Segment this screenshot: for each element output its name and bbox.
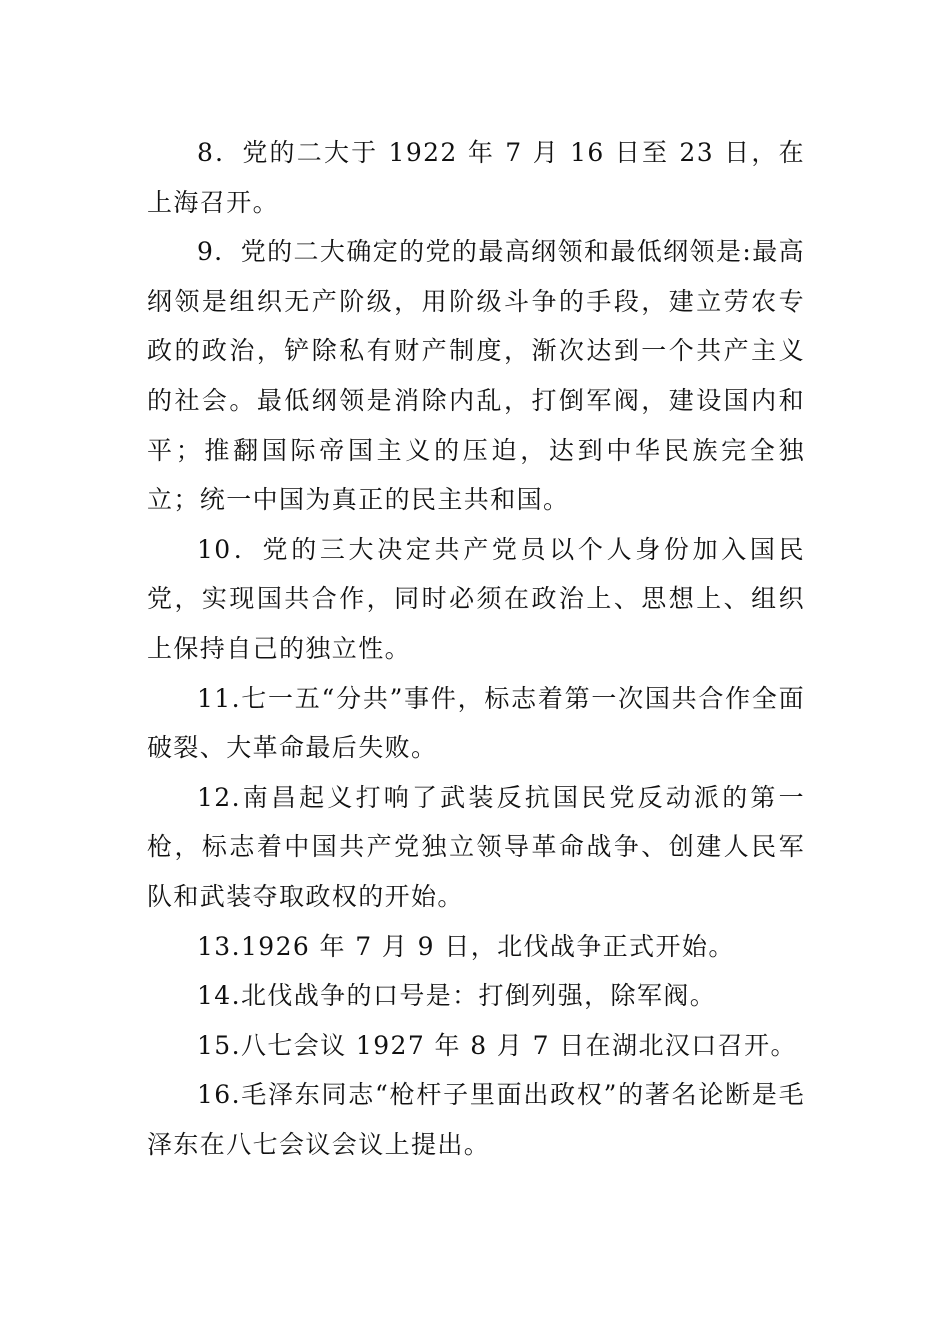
paragraph-item-12: 12.南昌起义打响了武装反抗国民党反动派的第一枪，标志着中国共产党独立领导革命战争、创建人民军队和武装夺取政权的开始。 xyxy=(147,782,805,911)
paragraph-item-13: 13.1926 年 7 月 9 日，北伐战争正式开始。 xyxy=(197,931,735,961)
paragraph-item-8: 8．党的二大于 1922 年 7 月 16 日至 23 日，在上海召开。 xyxy=(147,138,805,217)
paragraph-item-16: 16.毛泽东同志“枪杆子里面出政权”的著名论断是毛泽东在八七会议会议上提出。 xyxy=(147,1080,805,1159)
paragraph-item-14: 14.北伐战争的口号是：打倒列强，除军阀。 xyxy=(197,981,717,1011)
paragraph-item-15: 15.八七会议 1927 年 8 月 7 日在湖北汉口召开。 xyxy=(197,1030,797,1060)
paragraph-item-10: 10．党的三大决定共产党员以个人身份加入国民党，实现国共合作，同时必须在政治上、思想上、组织上保持自己的独立性。 xyxy=(147,534,805,663)
paragraph-item-11: 11.七一五“分共”事件，标志着第一次国共合作全面破裂、大革命最后失败。 xyxy=(147,683,805,763)
document-page xyxy=(147,128,805,1169)
paragraph-item-9: 9．党的二大确定的党的最高纲领和最低纲领是:最高纲领是组织无产阶级，用阶级斗争的手段，建立劳农专政的政治，铲除私有财产制度，渐次达到一个共产主义的社会。最低纲领是消除内乱，打倒军阀，建设国内和平；推翻国际帝国主义的压迫，达到中华民族完全独立；统一中国为真正的民主共和国。 xyxy=(147,237,805,515)
